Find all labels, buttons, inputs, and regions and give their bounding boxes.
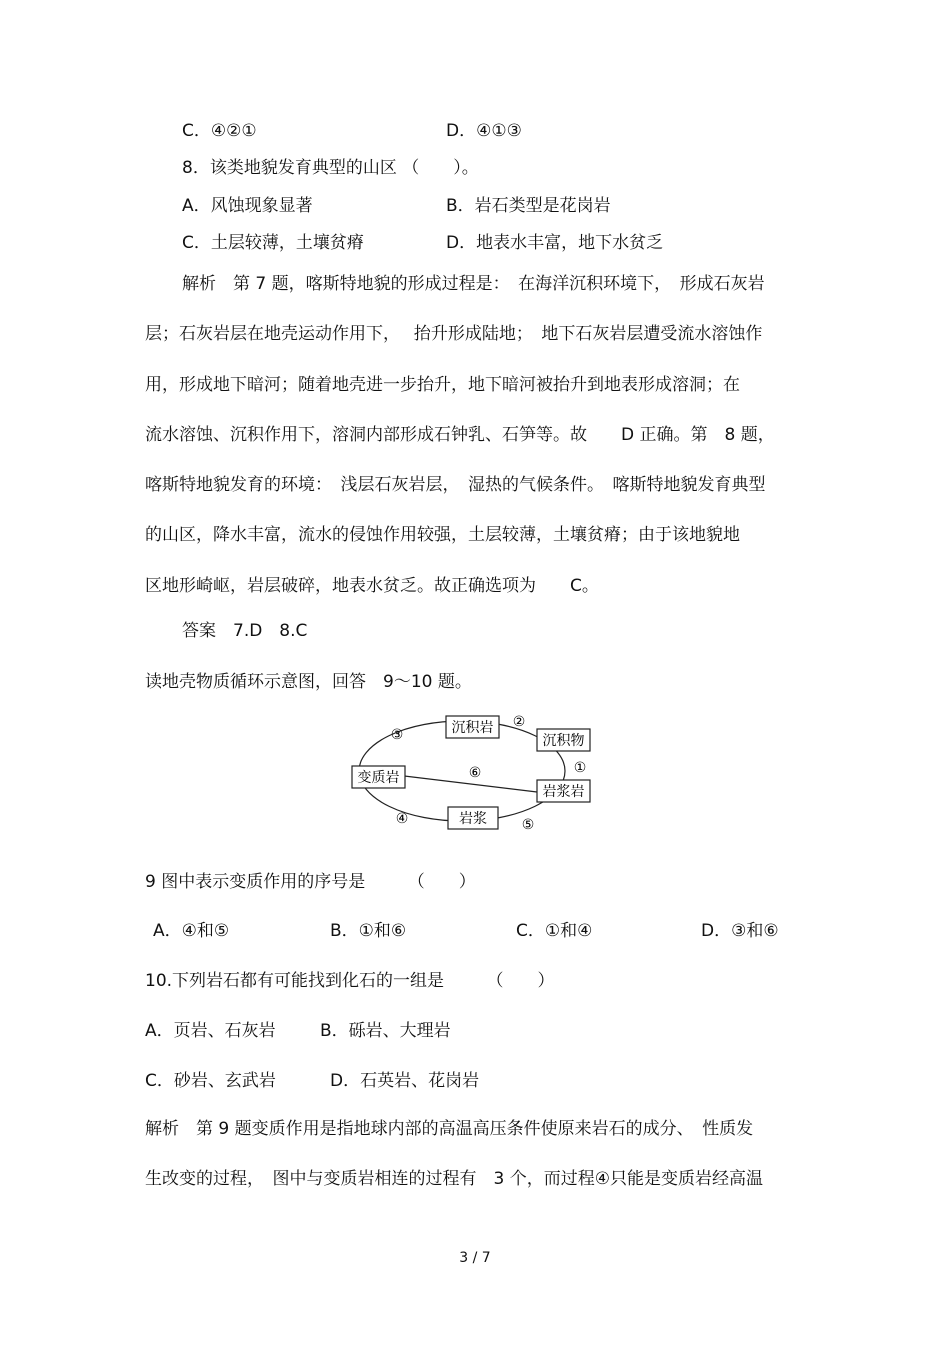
q10-option-a: A．页岩、石灰岩 [145, 1021, 276, 1041]
label-igneous-rock: 岩浆岩 [542, 784, 585, 800]
arrow-number-6: ⑥ [468, 765, 482, 781]
q10-option-d: D．石英岩、花岗岩 [330, 1071, 480, 1091]
arrow-number-5: ⑤ [521, 817, 535, 833]
q10-option-c: C．砂岩、玄武岩 [145, 1071, 276, 1091]
box-metamorphic-rock [352, 766, 405, 788]
q8-option-a: A．风蚀现象显著 [182, 196, 313, 216]
analysis-line: 区地形崎岖，岩层破碎，地表水贫乏。故正确选项为 C。 [145, 576, 599, 596]
rock-cycle-diagram [340, 708, 600, 838]
analysis-line: 用，形成地下暗河；随着地壳进一步抬升，地下暗河被抬升到地表形成溶洞；在 [145, 375, 740, 395]
box-magma [448, 807, 498, 829]
arrow-number-3: ③ [390, 727, 404, 743]
q8-option-c: C．土层较薄，土壤贫瘠 [182, 233, 364, 253]
analysis-line: 解析 第 9 题变质作用是指地球内部的高温高压条件使原来岩石的成分、 性质发 [145, 1119, 754, 1139]
q10-stem: 10.下列岩石都有可能找到化石的一组是 （ ） [145, 971, 555, 991]
q9-option-c: C．①和④ [516, 921, 593, 941]
analysis-line: 层；石灰岩层在地壳运动作用下， 抬升形成陆地； 地下石灰岩层遭受流水溶蚀作 [145, 324, 763, 344]
analysis-line: 喀斯特地貌发育的环境： 浅层石灰岩层， 湿热的气候条件。 喀斯特地貌发育典型 [145, 475, 766, 495]
q9-option-b: B．①和⑥ [330, 921, 407, 941]
q9-stem: 9 图中表示变质作用的序号是 （ ） [145, 872, 476, 892]
q7-option-d: D．④①③ [446, 121, 522, 141]
label-sedimentary-rock: 沉积岩 [451, 720, 494, 736]
q7-option-c: C．④②① [182, 121, 257, 141]
arrow-number-1: ① [573, 760, 587, 776]
answer-7-8: 答案 7.D 8.C [182, 621, 308, 641]
label-magma: 岩浆 [459, 811, 487, 827]
q8-stem: 8．该类地貌发育典型的山区 （ ）。 [182, 158, 479, 178]
page-number: 3 / 7 [459, 1250, 491, 1266]
label-metamorphic-rock: 变质岩 [357, 770, 400, 786]
analysis-line: 的山区，降水丰富，流水的侵蚀作用较强，土层较薄，土壤贫瘠；由于该地貌地 [145, 525, 740, 545]
q10-option-b: B．砾岩、大理岩 [320, 1021, 451, 1041]
analysis-line: 生改变的过程， 图中与变质岩相连的过程有 3 个，而过程④只能是变质岩经高温 [145, 1169, 763, 1189]
arrow-number-4: ④ [395, 811, 409, 827]
q8-option-b: B．岩石类型是花岗岩 [446, 196, 611, 216]
q9-option-a: A．④和⑤ [153, 921, 230, 941]
q9-option-d: D．③和⑥ [701, 921, 779, 941]
box-sediment [537, 729, 590, 751]
q8-option-d: D．地表水丰富，地下水贫乏 [446, 233, 664, 253]
box-igneous-rock [537, 780, 590, 802]
question-intro: 读地壳物质循环示意图，回答 9～10 题。 [145, 672, 472, 692]
metamorphic-igneous-line [396, 775, 537, 792]
analysis-line: 解析 第 7 题，喀斯特地貌的形成过程是： 在海洋沉积环境下， 形成石灰岩 [182, 274, 765, 294]
arrow-number-2: ② [512, 714, 526, 730]
analysis-line: 流水溶蚀、沉积作用下，溶洞内部形成石钟乳、石笋等。故 D 正确。第 8 题， [145, 425, 775, 445]
label-sediment: 沉积物 [542, 733, 585, 749]
box-sedimentary-rock [446, 716, 499, 738]
